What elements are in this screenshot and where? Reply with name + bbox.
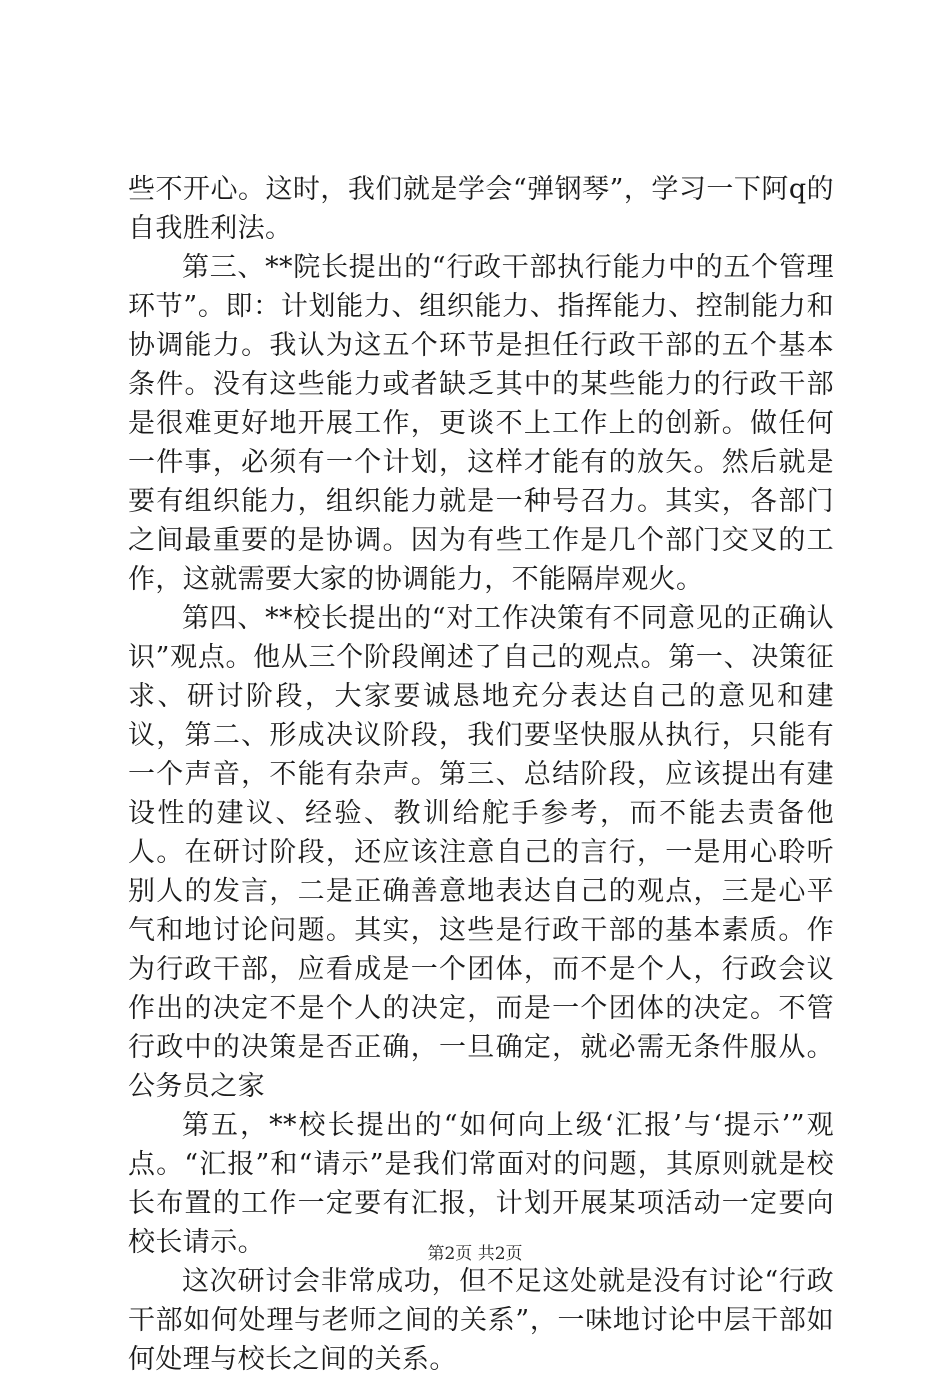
paragraph-conclusion: 这次研讨会非常成功，但不足这处就是没有讨论“行政干部如何处理与老师之间的关系”，一味地讨论中层干部如何处理与校长之间的关系。 [128, 1266, 834, 1375]
paragraph-continuation: 些不开心。这时，我们就是学会“弹钢琴”，学习一下阿q的自我胜利法。 [128, 174, 834, 244]
document-body [128, 170, 834, 1379]
paragraph-fifth-point: 第五，**校长提出的“如何向上级‘汇报’与‘提示’”观点。“汇报”和“请示”是我们常面对的问题，其原则就是校长布置的工作一定要有汇报，计划开展某项活动一定要向校长请示。 [128, 1110, 834, 1258]
page-number-footer: 第2页 共2页 [427, 1244, 523, 1264]
paragraph-third-point: 第三、**院长提出的“行政干部执行能力中的五个管理环节”。即：计划能力、组织能力、指挥能力、控制能力和协调能力。我认为这五个环节是担任行政干部的五个基本条件。没有这些能力或者缺乏其中的某些能力的行政干部是很难更好地开展工作，更谈不上工作上的创新。做任何一件事，必须有一个计划，这样才能有的放矢。然后就是要有组织能力，组织能力就是一种号召力。其实，各部门之间最重要的是协调。因为有些工作是几个部门交叉的工作，这就需要大家的协调能力，不能隔岸观火。 [128, 252, 834, 595]
paragraph-fourth-point: 第四、**校长提出的“对工作决策有不同意见的正确认识”观点。他从三个阶段阐述了自己的观点。第一、决策征求、研讨阶段，大家要诚恳地充分表达自己的意见和建议，第二、形成决议阶段，我们要坚快服从执行，只能有一个声音，不能有杂声。第三、总结阶段，应该提出有建设性的建议、经验、教训给舵手参考，而不能去责备他人。在研讨阶段，还应该注意自己的言行，一是用心聆听别人的发言，二是正确善意地表达自己的观点，三是心平气和地讨论问题。其实，这些是行政干部的基本素质。作为行政干部，应看成是一个团体，而不是个人，行政会议作出的决定不是个人的决定，而是一个团体的决定。不管行政中的决策是否正确，一旦确定，就必需无条件服从。公务员之家 [128, 603, 834, 1102]
